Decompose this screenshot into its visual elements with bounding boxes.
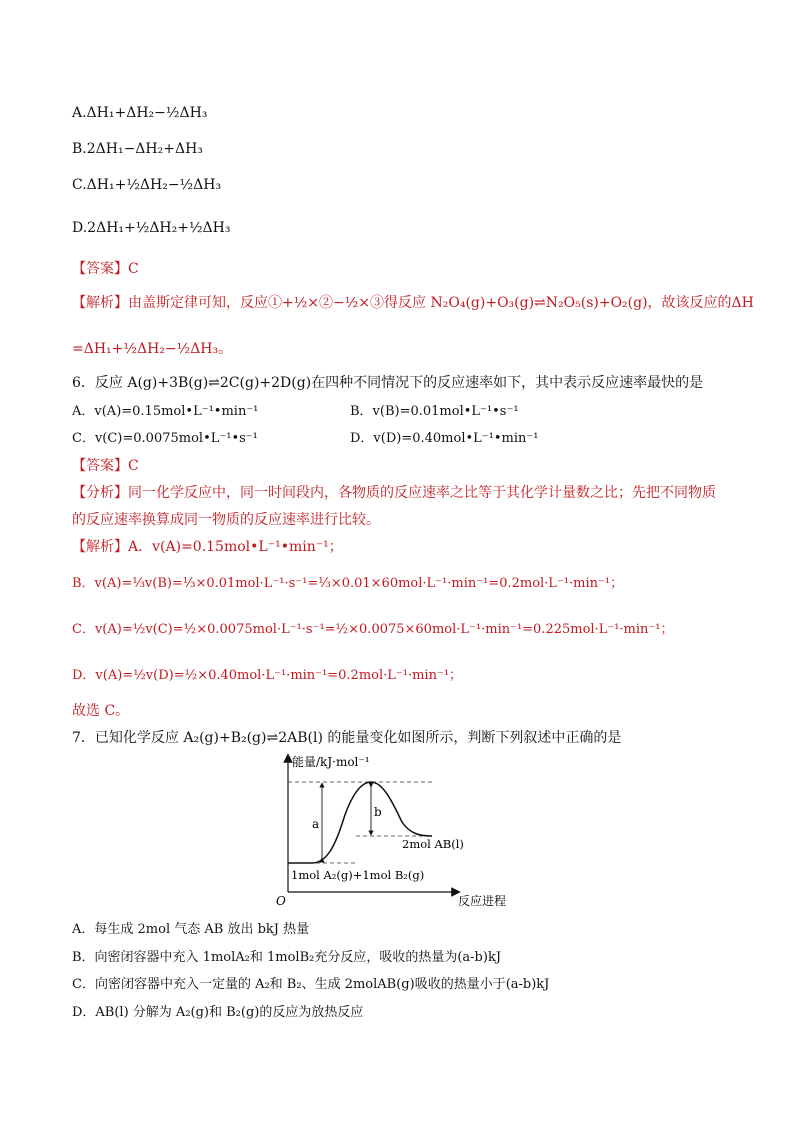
q7-option-c-text: C．向密闭容器中充入一定量的 A₂和 B₂、生成 2molAB(g)吸收的热量小于(a-b)kJ [72, 977, 550, 992]
q7-stem [72, 727, 621, 747]
q7-option-b [72, 946, 501, 965]
q6-jiexi-a [72, 536, 343, 556]
q5-answer-label: 【答案】 [72, 261, 128, 277]
q6-answer-label: 【答案】 [72, 458, 128, 474]
q5-option-a-text: A.ΔH₁+ΔH₂−½ΔH₃ [72, 105, 208, 121]
q6-option-d [350, 427, 538, 446]
q6-option-d-text: D．v(D)=0.40mol•L⁻¹•min⁻¹ [350, 431, 539, 446]
q6-jiexi-d-text: D．v(A)=½v(D)=½×0.40mol·L⁻¹·min⁻¹=0.2mol·L⁻¹·min⁻¹； [72, 668, 463, 683]
q5-analysis-line2 [72, 338, 232, 358]
q6-option-c [72, 427, 258, 446]
q6-jiexi-d [72, 664, 462, 683]
y-axis-label: 能量/kJ·mol⁻¹ [292, 755, 370, 769]
q6-jiexi-c-text: C．v(A)=½v(C)=½×0.0075mol·L⁻¹·s⁻¹=½×0.0075×60mol·L⁻¹·min⁻¹=0.225mol·L⁻¹·min⁻¹； [72, 622, 674, 637]
q6-option-b-text: B．v(B)=0.01mol•L⁻¹•s⁻¹ [350, 404, 519, 419]
q6-jiexi-label: 【解析】 [72, 539, 128, 555]
q5-analysis-label: 【解析】 [72, 295, 128, 311]
q5-option-a [72, 105, 207, 121]
q5-option-c-text: C.ΔH₁+½ΔH₂−½ΔH₃ [72, 177, 222, 193]
q7-option-a-text: A．每生成 2mol 气态 AB 放出 bkJ 热量 [72, 922, 310, 937]
q6-fenxi-line2 [72, 509, 380, 529]
q5-answer [72, 258, 139, 278]
q6-jiexi-a-text: A．v(A)=0.15mol•L⁻¹•min⁻¹； [128, 539, 343, 555]
q6-stem [72, 372, 703, 392]
label-a: a [312, 817, 320, 831]
q6-answer-value: C [128, 458, 139, 474]
q5-analysis-line1 [72, 292, 754, 312]
q6-fenxi-label: 【分析】 [72, 485, 128, 501]
q7-option-c [72, 973, 549, 992]
q6-fenxi-text2: 的反应速率换算成同一物质的反应速率进行比较。 [72, 512, 380, 528]
origin-label: O [276, 894, 286, 908]
q5-option-d-text: D.2ΔH₁+½ΔH₂+½ΔH₃ [72, 220, 231, 236]
q5-option-b [72, 141, 203, 157]
q5-option-b-text: B.2ΔH₁−ΔH₂+ΔH₃ [72, 141, 203, 157]
q7-option-b-text: B．向密闭容器中充入 1molA₂和 1molB₂充分反应，吸收的热量为(a-b)kJ [72, 950, 502, 965]
q5-analysis-text1: 由盖斯定律可知，反应①+½×②−½×③得反应 N₂O₄(g)+O₃(g)⇌N₂O₅(s)+O₂(g)，故该反应的ΔH [128, 295, 754, 311]
q6-fenxi-text1: 同一化学反应中，同一时间段内，各物质的反应速率之比等于其化学计量数之比；先把不同物质 [128, 485, 716, 501]
x-axis-label: 反应进程 [458, 894, 507, 908]
q6-answer [72, 455, 139, 475]
q7-option-d [72, 1001, 363, 1020]
q5-option-c [72, 177, 221, 193]
q7-option-a [72, 918, 309, 937]
q6-stem-text: 6．反应 A(g)+3B(g)⇌2C(g)+2D(g)在四种不同情况下的反应速率如下，其中表示反应速率最快的是 [72, 375, 704, 391]
q6-fenxi-line1 [72, 482, 716, 502]
q6-jiexi-b [72, 572, 623, 591]
label-b: b [374, 805, 382, 819]
q6-jiexi-c [72, 618, 674, 637]
q6-option-a-text: A．v(A)=0.15mol•L⁻¹•min⁻¹ [72, 404, 259, 419]
reactant-label: 1mol A₂(g)+1mol B₂(g) [291, 868, 425, 882]
q6-option-b [350, 400, 519, 419]
product-label: 2mol AB(l) [402, 837, 464, 851]
q6-jiexi-b-text: B．v(A)=⅓v(B)=⅓×0.01mol·L⁻¹·s⁻¹=⅓×0.01×60mol·L⁻¹·min⁻¹=0.2mol·L⁻¹·min⁻¹； [72, 576, 624, 591]
q5-answer-value: C [128, 261, 139, 277]
q7-stem-text: 7．已知化学反应 A₂(g)+B₂(g)⇌2AB(l) 的能量变化如图所示，判断下列叙述中正确的是 [72, 730, 622, 746]
q7-energy-diagram [270, 752, 530, 912]
q5-option-d [72, 220, 230, 236]
q5-analysis-text2: =ΔH₁+½ΔH₂−½ΔH₃。 [72, 341, 233, 357]
q7-option-d-text: D．AB(l) 分解为 A₂(g)和 B₂(g)的反应为放热反应 [72, 1005, 364, 1020]
q6-option-a [72, 400, 258, 419]
q6-option-c-text: C．v(C)=0.0075mol•L⁻¹•s⁻¹ [72, 431, 258, 446]
q6-conclusion [72, 700, 129, 720]
q6-conclusion-text: 故选 C。 [72, 703, 130, 719]
